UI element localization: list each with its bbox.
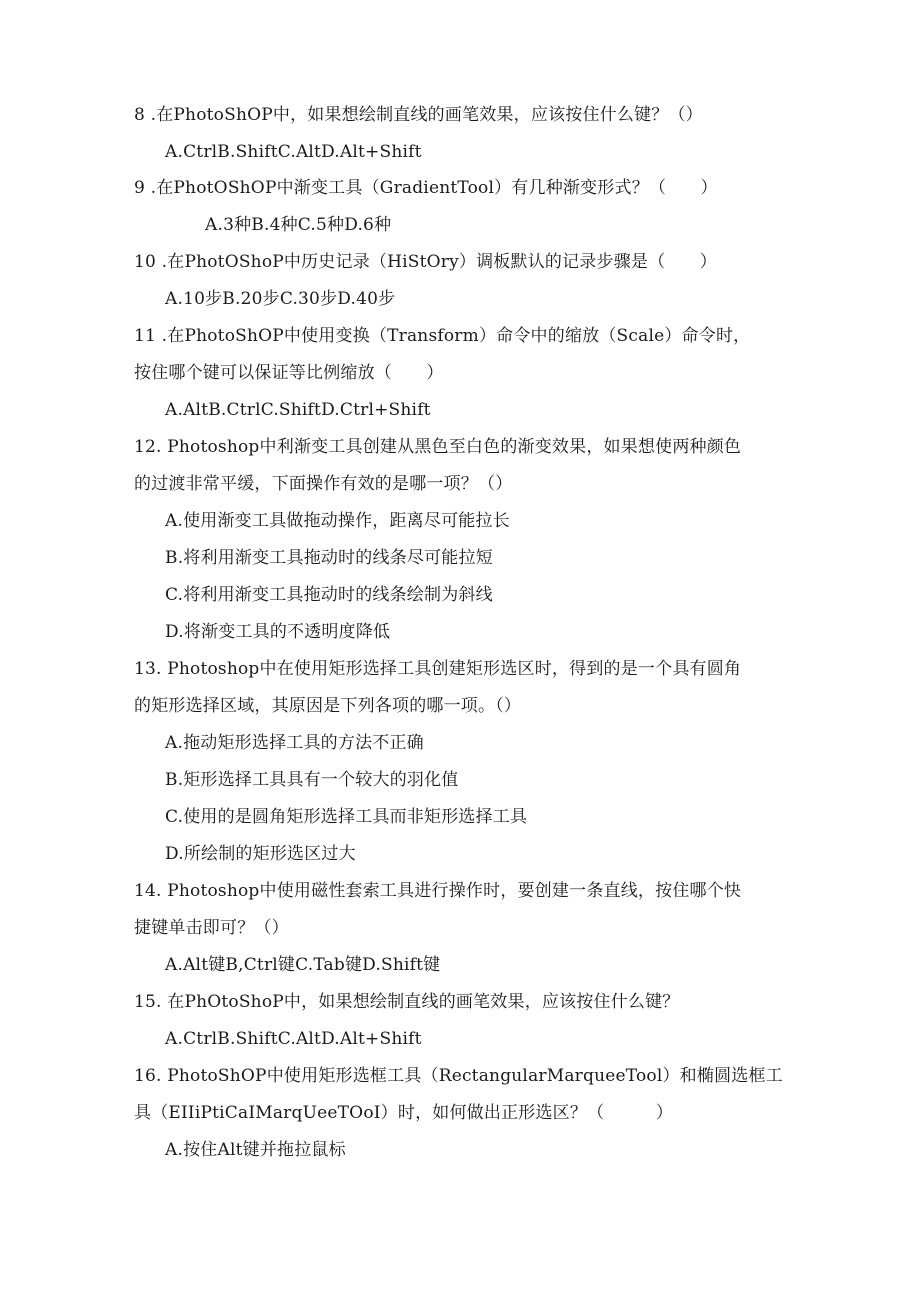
question-14-options: A.Alt键B,Ctrl键C.Tab键D.Shift键: [165, 955, 441, 975]
question-15: 15. 在PhOtoShoP中，如果想绘制直线的画笔效果，应该按住什么键？: [134, 992, 680, 1012]
question-13-option-c: C.使用的是圆角矩形选择工具而非矩形选择工具: [165, 807, 528, 827]
question-16: 16. PhotoShOP中使用矩形选框工具（RectangularMarqueeTool）和椭圆选框工: [134, 1066, 783, 1086]
question-12-option-b: B.将利用渐变工具拖动时的线条尽可能拉短: [165, 548, 493, 568]
question-12: 12. Photoshop中利渐变工具创建从黑色至白色的渐变效果，如果想使两种颜色: [134, 437, 742, 457]
question-9: 9 .在PhotOShOP中渐变工具（GradientTool）有几种渐变形式？（ ）: [134, 178, 718, 198]
question-8-options: A.CtrlB.ShiftC.AltD.Alt+Shift: [165, 142, 422, 162]
question-11-cont: 按住哪个键可以保证等比例缩放（ ）: [134, 363, 444, 383]
question-9-options: A.3种B.4种C.5种D.6种: [205, 215, 392, 235]
question-13-option-b: B.矩形选择工具具有一个较大的羽化值: [165, 770, 459, 790]
question-13-option-a: A.拖动矩形选择工具的方法不正确: [165, 733, 424, 753]
question-12-cont: 的过渡非常平缓，下面操作有效的是哪一项？（）: [134, 474, 513, 494]
question-12-option-d: D.将渐变工具的不透明度降低: [165, 622, 391, 642]
question-14: 14. Photoshop中使用磁性套索工具进行操作时，要创建一条直线，按住哪个快: [134, 881, 742, 901]
question-15-options: A.CtrlB.ShiftC.AltD.Alt+Shift: [165, 1029, 422, 1049]
question-11-options: A.AltB.CtrlC.ShiftD.Ctrl+Shift: [165, 400, 431, 420]
question-16-cont: 具（EIIiPtiCaIMarqUeeTOoI）时，如何做出正形选区？（ ）: [134, 1103, 674, 1123]
question-16-option-a: A.按住Alt键并拖拉鼠标: [165, 1140, 346, 1160]
question-13-option-d: D.所绘制的矩形选区过大: [165, 844, 356, 864]
question-14-cont: 捷键单击即可？（）: [134, 918, 289, 938]
question-10: 10 .在PhotOShoP中历史记录（HiStOry）调板默认的记录步骤是（ ）: [134, 252, 717, 272]
question-12-option-c: C.将利用渐变工具拖动时的线条绘制为斜线: [165, 585, 493, 605]
question-10-options: A.10步B.20步C.30步D.40步: [165, 289, 396, 309]
question-13: 13. Photoshop中在使用矩形选择工具创建矩形选区时，得到的是一个具有圆角: [134, 659, 742, 679]
question-8: 8 .在PhotoShOP中，如果想绘制直线的画笔效果，应该按住什么键？（）: [134, 105, 703, 125]
question-12-option-a: A.使用渐变工具做拖动操作，距离尽可能拉长: [165, 511, 510, 531]
question-11: 11 .在PhotoShOP中使用变换（Transform）命令中的缩放（Scale）命令时，: [134, 326, 751, 346]
question-13-cont: 的矩形选择区域，其原因是下列各项的哪一项。（）: [134, 696, 522, 716]
